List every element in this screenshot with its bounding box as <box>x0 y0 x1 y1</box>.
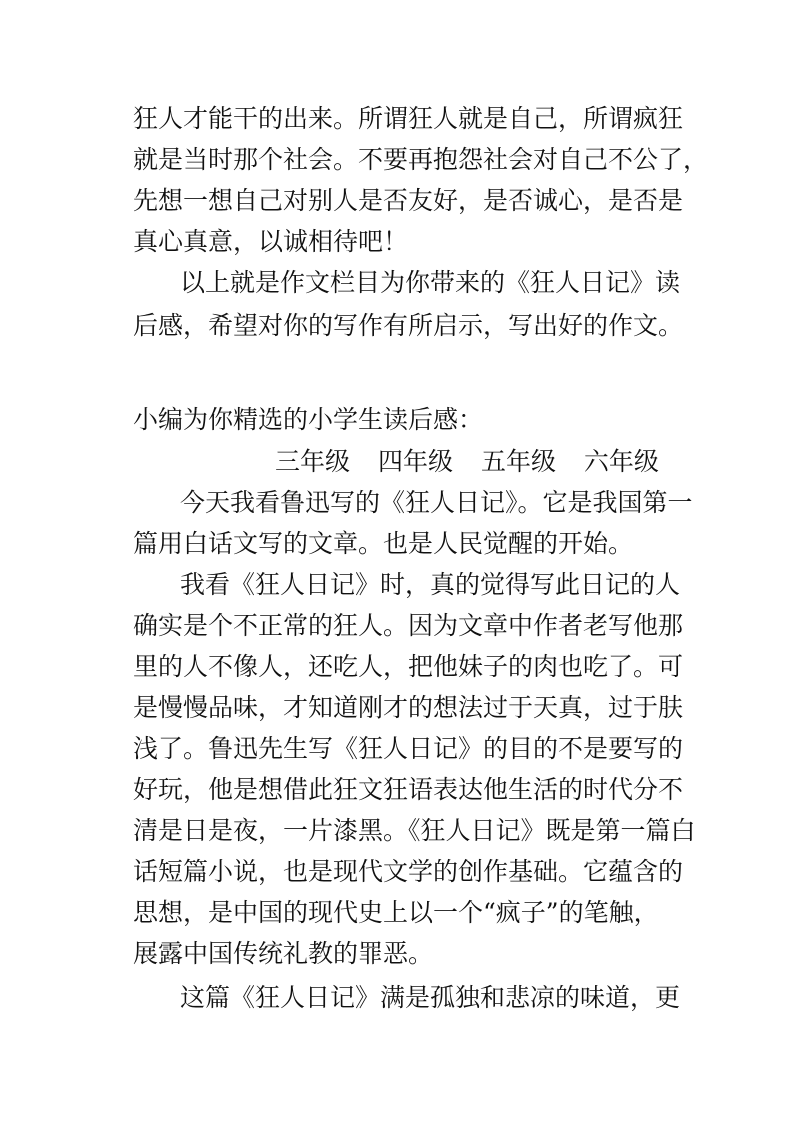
text-line: 先想一想自己对别人是否友好，是否诚心，是否是 <box>133 186 684 215</box>
text-line: 就是当时那个社会。不要再抱怨社会对自己不公了， <box>133 145 709 174</box>
text-line: 真心真意，以诚相待吧！ <box>133 227 409 256</box>
text-line: 展露中国传统礼教的罪恶。 <box>133 939 434 968</box>
grade-link-six[interactable]: 六年级 <box>583 447 659 476</box>
text-line: 篇用白话文写的文章。也是人民觉醒的开始。 <box>133 529 634 558</box>
grade-link-four[interactable]: 四年级 <box>377 447 453 476</box>
grade-links <box>275 445 679 479</box>
text-line: 思想，是中国的现代史上以一个“疯子”的笔触， <box>133 898 659 927</box>
text-line: 我看《狂人日记》时，真的觉得写此日记的人 <box>180 570 681 599</box>
text-line: 确实是个不正常的狂人。因为文章中作者老写他那 <box>133 611 684 640</box>
recommend-label: 小编为你精选的小学生读后感： <box>133 405 484 434</box>
text-line: 今天我看鲁迅写的《狂人日记》。它是我国第一 <box>180 488 693 517</box>
grade-link-three[interactable]: 三年级 <box>275 447 351 476</box>
text-line: 是慢慢品味，才知道刚才的想法过于天真，过于肤 <box>133 693 684 722</box>
text-line: 浅了。鲁迅先生写《狂人日记》的目的不是要写的 <box>133 734 684 763</box>
text-line: 话短篇小说，也是现代文学的创作基础。它蕴含的 <box>133 857 684 886</box>
grade-link-five[interactable]: 五年级 <box>480 447 556 476</box>
text-line: 以上就是作文栏目为你带来的《狂人日记》读 <box>180 268 681 297</box>
text-line: 清是日是夜，一片漆黑。《狂人日记》既是第一篇白 <box>133 816 696 845</box>
text-line: 里的人不像人，还吃人，把他妹子的肉也吃了。可 <box>133 652 684 681</box>
text-line: 狂人才能干的出来。所谓狂人就是自己，所谓疯狂 <box>133 104 684 133</box>
text-line: 好玩，他是想借此狂文狂语表达他生活的时代分不 <box>133 775 684 804</box>
text-line: 这篇《狂人日记》满是孤独和悲凉的味道，更 <box>180 983 681 1012</box>
text-line: 后感，希望对你的写作有所启示，写出好的作文。 <box>133 311 684 340</box>
